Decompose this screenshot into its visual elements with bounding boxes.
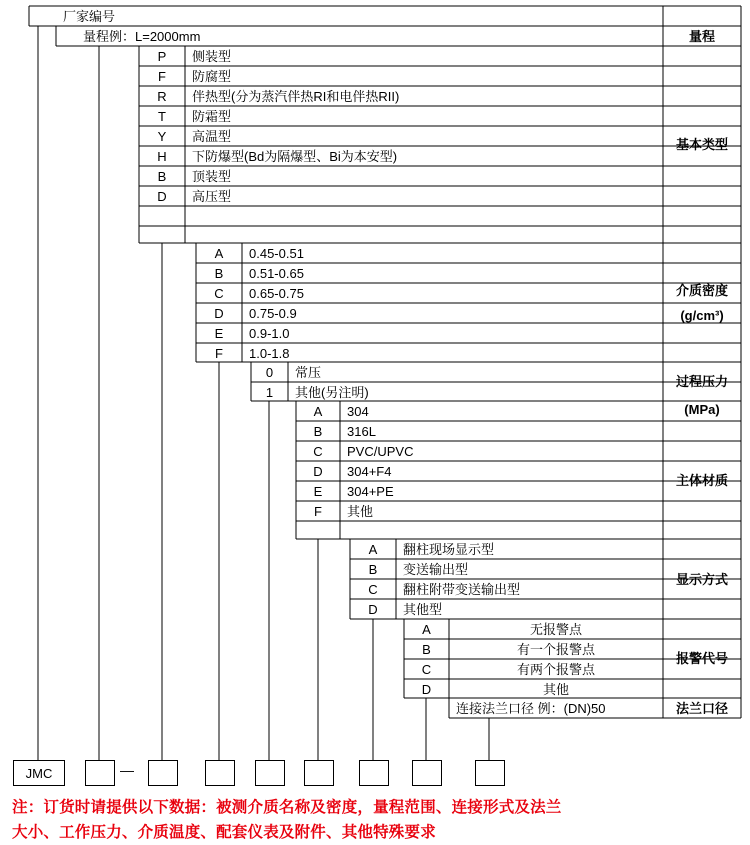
material-code: E <box>313 483 323 499</box>
basic-type-desc: 顶装型 <box>192 168 232 184</box>
range-example-label: 量程例：L=2000mm <box>83 28 201 44</box>
order-note <box>12 795 742 845</box>
density-desc: 0.75-0.9 <box>249 305 297 321</box>
group-pressure-unit-row <box>663 401 741 421</box>
basic-type-desc: 防霜型 <box>192 108 232 124</box>
model-slot-extra <box>475 760 505 786</box>
model-slot-basic-type <box>85 760 115 786</box>
group-alarm-label: 报警代号 <box>675 651 728 666</box>
basic-type-code: B <box>157 168 167 184</box>
group-pressure <box>663 362 741 401</box>
group-density-label: 介质密度 <box>675 282 728 298</box>
alarm-code: D <box>421 681 432 697</box>
group-display-label: 显示方式 <box>675 571 728 587</box>
basic-type-code: H <box>157 148 167 164</box>
group-pressure-unit: (MPa) <box>684 402 720 417</box>
model-slot-display <box>304 760 334 786</box>
alarm-desc: 有一个报警点 <box>516 641 595 657</box>
group-flange-label: 法兰口径 <box>675 700 728 716</box>
pressure-code: 0 <box>265 364 274 380</box>
pressure-desc: 其他(另注明) <box>295 384 369 400</box>
material-desc: 316L <box>347 423 376 439</box>
display-code: B <box>368 561 378 577</box>
group-range <box>663 26 741 46</box>
model-prefix-box: JMC <box>13 760 65 786</box>
order-note-line1: 注：订货时请提供以下数据：被测介质名称及密度，量程范围、连接形式及法兰 <box>12 799 562 816</box>
pressure-desc: 常压 <box>295 364 322 380</box>
display-code: D <box>368 601 378 617</box>
material-code: A <box>313 403 323 419</box>
material-desc: 304 <box>347 403 369 419</box>
density-code: F <box>215 345 223 361</box>
flange-desc: 连接法兰口径 例：(DN)50 <box>456 700 606 716</box>
model-separator: — <box>120 762 134 778</box>
model-slot-flange <box>412 760 442 786</box>
material-desc: PVC/UPVC <box>347 443 414 459</box>
order-note-line2: 大小、工作压力、介质温度、配套仪表及附件、其他特殊要求 <box>12 824 436 841</box>
density-code: A <box>214 245 224 261</box>
pressure-code: 1 <box>265 384 274 400</box>
display-code: C <box>368 581 378 597</box>
density-desc: 1.0-1.8 <box>249 345 290 361</box>
material-code: B <box>313 423 323 439</box>
alarm-code: A <box>422 621 431 637</box>
density-code: B <box>214 265 224 281</box>
group-density-unit: (g/cm³) <box>680 307 724 323</box>
basic-type-desc: 防腐型 <box>192 68 232 84</box>
basic-type-code: P <box>157 48 167 64</box>
group-alarm <box>663 619 741 698</box>
basic-type-desc: 高压型 <box>192 188 232 204</box>
group-density <box>663 243 741 362</box>
material-code: F <box>314 503 322 519</box>
alarm-code: C <box>421 661 432 677</box>
group-material-label: 主体材质 <box>675 472 728 488</box>
display-desc: 变送输出型 <box>403 561 469 577</box>
density-code: C <box>214 285 224 301</box>
model-slot-alarm <box>359 760 389 786</box>
density-desc: 0.51-0.65 <box>249 265 304 281</box>
basic-type-code: D <box>157 188 167 204</box>
factory-no-label: 厂家编号 <box>63 8 116 24</box>
basic-type-code: Y <box>157 128 167 144</box>
alarm-code: B <box>422 641 431 657</box>
alarm-desc: 无报警点 <box>529 621 582 637</box>
material-code: C <box>313 443 323 459</box>
group-pressure-label: 过程压力 <box>675 374 728 389</box>
material-code: D <box>313 463 323 479</box>
basic-type-desc: 侧装型 <box>192 48 232 64</box>
model-slot-density <box>148 760 178 786</box>
basic-type-code: F <box>158 68 166 84</box>
material-desc: 其他 <box>347 503 374 519</box>
basic-type-desc: 高温型 <box>192 128 232 144</box>
display-desc: 其他型 <box>403 601 443 617</box>
basic-type-desc: 下防爆型(Bd为隔爆型、Bi为本安型) <box>192 148 398 164</box>
model-slot-material <box>255 760 285 786</box>
model-slot-pressure <box>205 760 235 786</box>
display-desc: 翻柱现场显示型 <box>403 541 495 557</box>
group-basic-type-label: 基本类型 <box>675 137 728 152</box>
basic-type-desc: 伴热型(分为蒸汽伴热RI和电伴热RII) <box>192 88 400 104</box>
basic-type-code: R <box>157 88 167 104</box>
group-range-label: 量程 <box>688 28 715 44</box>
density-desc: 0.45-0.51 <box>249 245 304 261</box>
display-code: A <box>368 541 378 557</box>
density-desc: 0.65-0.75 <box>249 285 304 301</box>
group-basic-type <box>663 46 741 243</box>
basic-type-code: T <box>158 108 166 124</box>
alarm-desc: 其他 <box>542 681 569 697</box>
density-code: E <box>214 325 224 341</box>
group-flange <box>663 698 741 718</box>
material-desc: 304+F4 <box>347 463 392 479</box>
material-desc: 304+PE <box>347 483 394 499</box>
group-material <box>663 421 741 539</box>
density-code: D <box>214 305 224 321</box>
alarm-desc: 有两个报警点 <box>516 661 595 677</box>
density-desc: 0.9-1.0 <box>249 325 290 341</box>
display-desc: 翻柱附带变送输出型 <box>403 581 521 597</box>
group-display <box>663 539 741 619</box>
